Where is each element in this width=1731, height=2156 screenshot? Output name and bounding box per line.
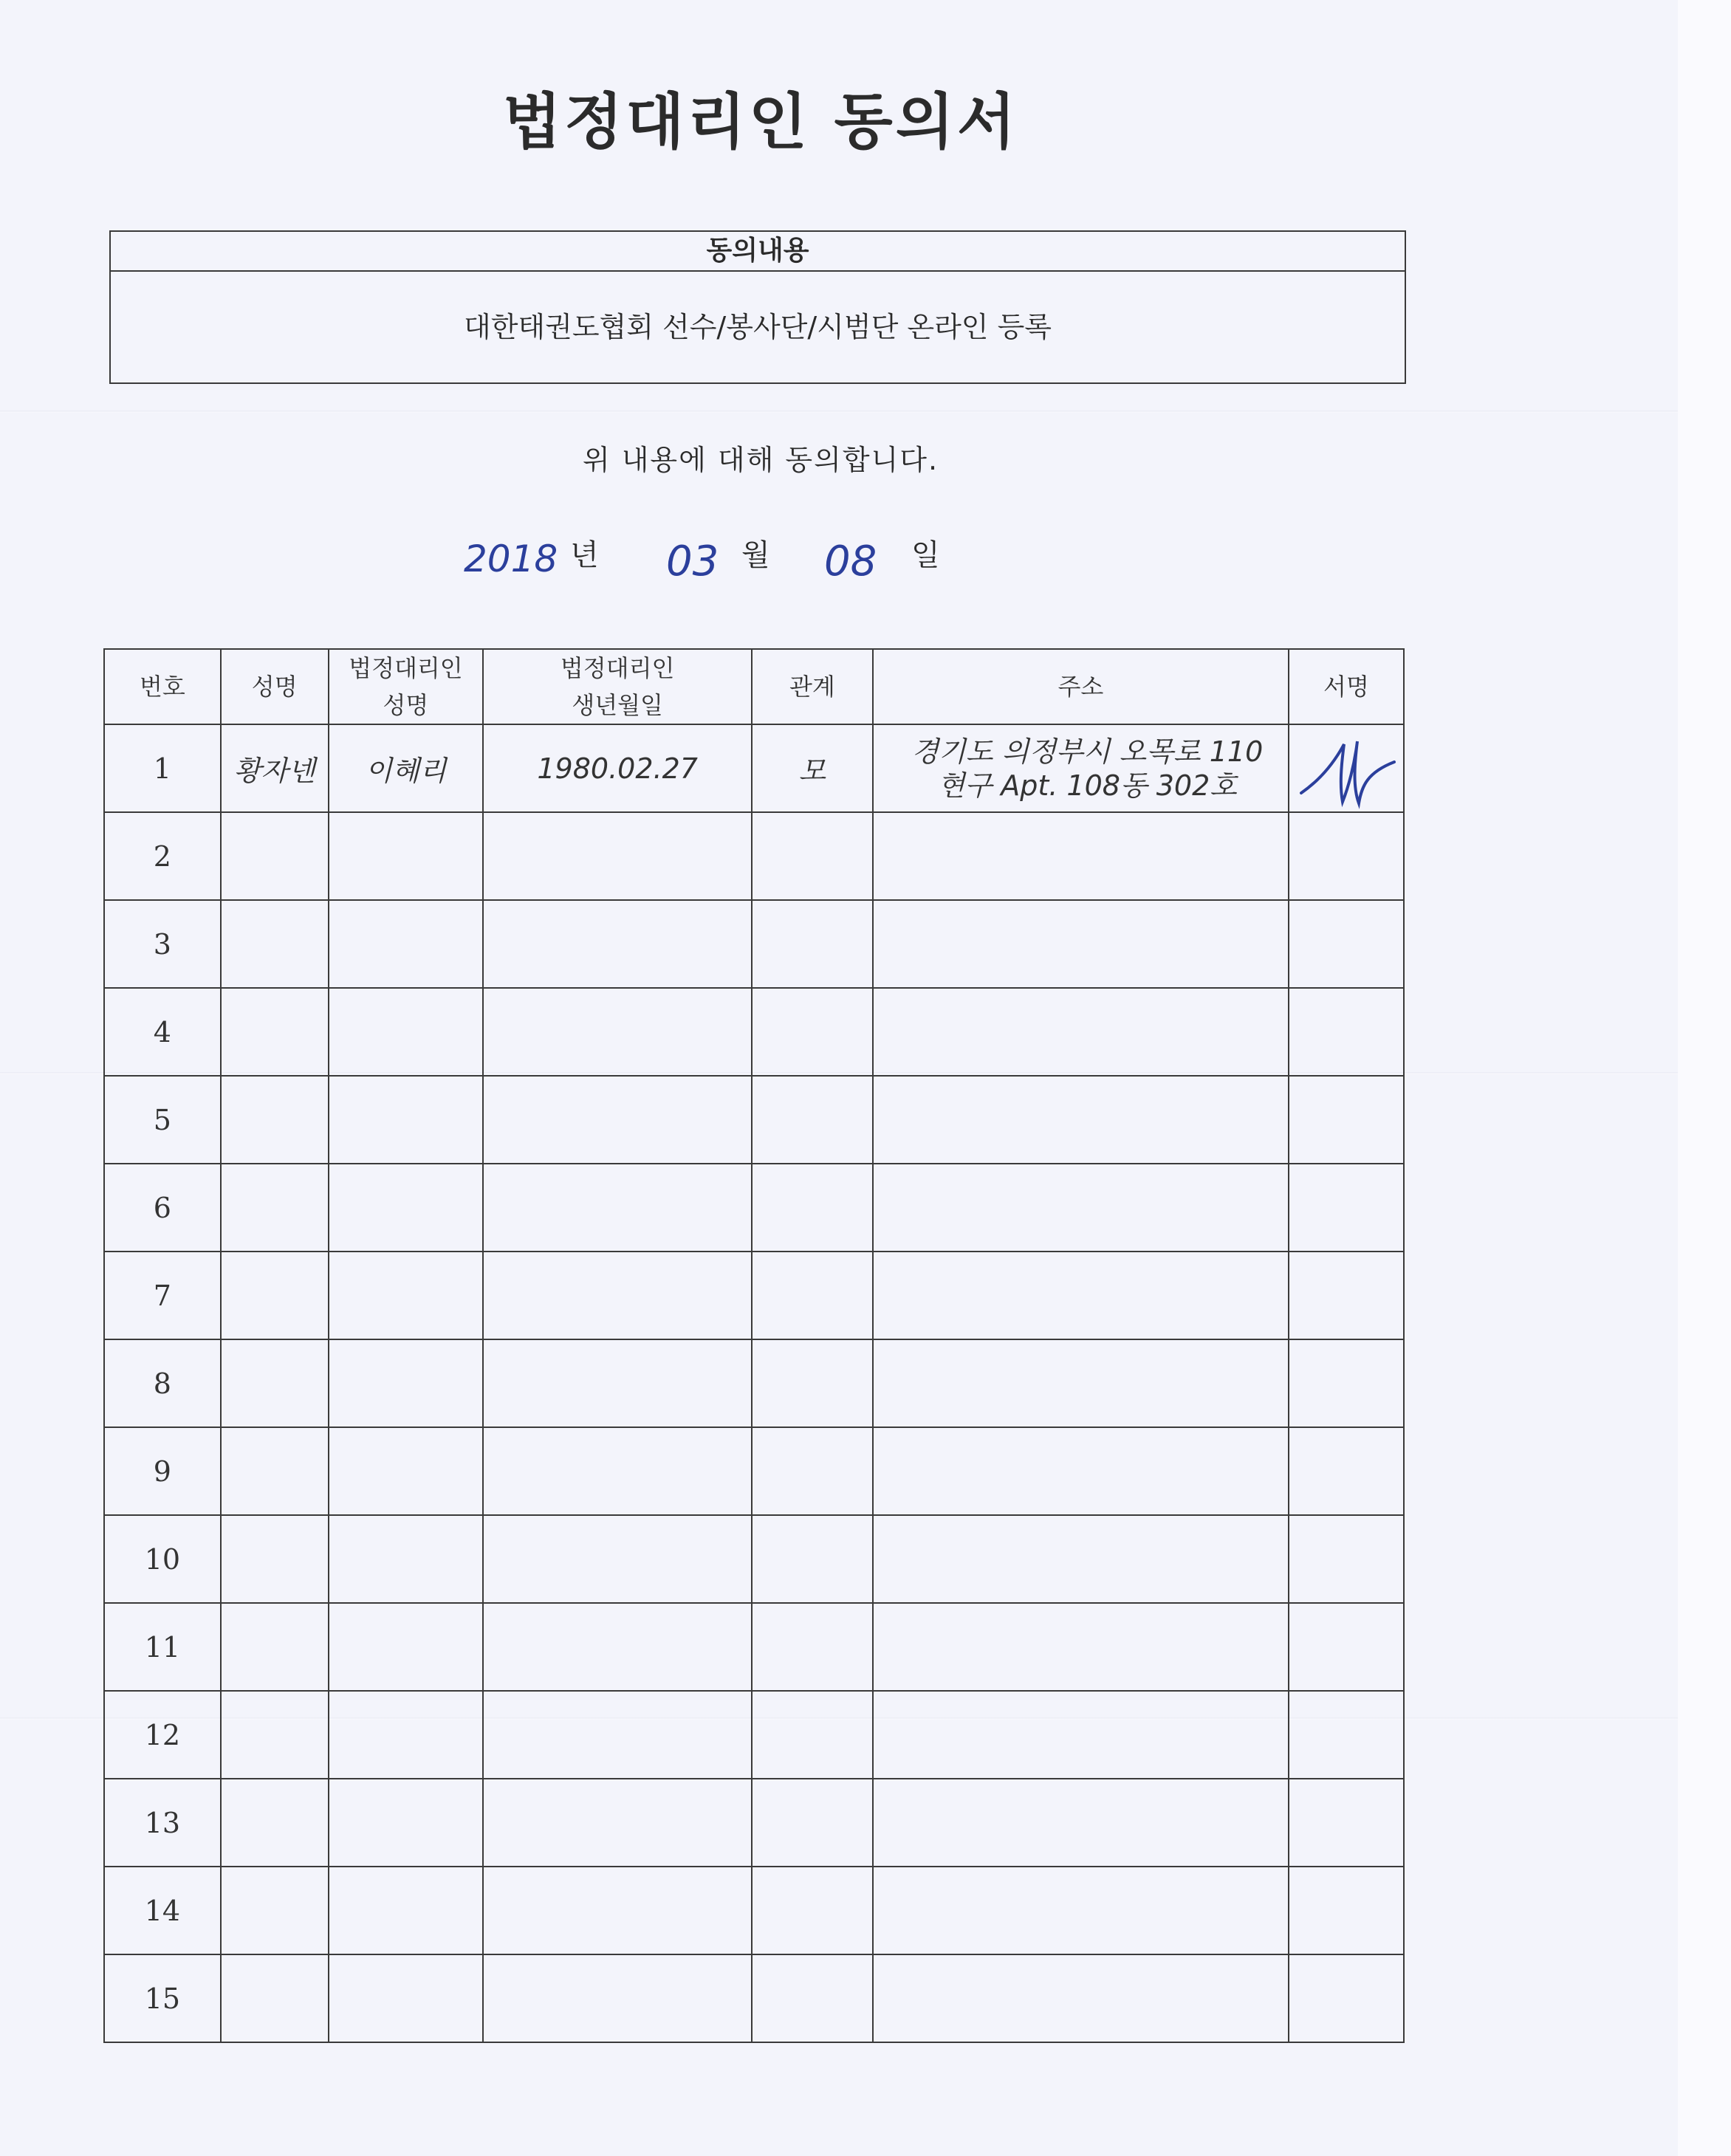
date-month-unit: 월 <box>741 538 770 572</box>
relation: 모 <box>752 724 873 812</box>
header-guardian-name-line2: 성명 <box>383 691 429 719</box>
table-row <box>104 1954 1404 2042</box>
header-address: 주소 <box>873 649 1289 724</box>
row-number: 15 <box>104 1954 221 2042</box>
row-number: 5 <box>104 1076 221 1164</box>
row-number: 12 <box>104 1691 221 1779</box>
header-name: 성명 <box>221 649 329 724</box>
address-line2: 현구 Apt. 108동 302호 <box>937 769 1237 802</box>
header-no: 번호 <box>104 649 221 724</box>
row-number: 2 <box>104 812 221 900</box>
date-year-unit: 년 <box>570 538 599 572</box>
row-number: 10 <box>104 1515 221 1603</box>
table-row <box>104 900 1404 988</box>
table-header-row <box>104 649 1404 724</box>
header-guardian-name-line1: 법정대리인 <box>349 654 463 682</box>
document-title: 법정대리인 동의서 <box>502 87 1019 157</box>
consent-header: 동의내용 <box>111 232 1405 272</box>
date-day: 08 <box>824 538 877 586</box>
row-number: 7 <box>104 1252 221 1339</box>
guardian-name: 이혜리 <box>329 724 484 812</box>
date-year: 2018 <box>464 538 558 580</box>
date-row <box>0 532 1521 591</box>
header-guardian-name <box>329 649 484 724</box>
row-number: 6 <box>104 1164 221 1252</box>
consent-text: 대한태권도협회 선수/봉사단/시범단 온라인 등록 <box>463 311 1052 343</box>
table-row <box>104 1339 1404 1427</box>
row-number: 8 <box>104 1339 221 1427</box>
table-row <box>104 1252 1404 1339</box>
table-row <box>104 1515 1404 1603</box>
table-row <box>104 1779 1404 1867</box>
header-signature: 서명 <box>1289 649 1404 724</box>
applicant-name: 황자넨 <box>221 724 329 812</box>
date-day-unit: 일 <box>911 538 940 572</box>
table-row <box>104 724 1404 812</box>
table-row <box>104 1427 1404 1515</box>
address-line1: 경기도 의정부시 오목로 110 <box>911 735 1264 768</box>
row-number: 9 <box>104 1427 221 1515</box>
header-relation: 관계 <box>752 649 873 724</box>
row-number: 3 <box>104 900 221 988</box>
consent-box <box>109 230 1406 384</box>
header-guardian-birth <box>483 649 752 724</box>
table-row <box>104 812 1404 900</box>
paper-fold <box>0 411 1678 413</box>
table-row <box>104 1603 1404 1691</box>
guardian-table <box>103 648 1405 2043</box>
row-number: 1 <box>104 724 221 812</box>
address <box>873 724 1289 812</box>
table-row <box>104 1867 1404 1954</box>
header-guardian-birth-line1: 법정대리인 <box>560 654 675 682</box>
table-row <box>104 1164 1404 1252</box>
scan-margin <box>1678 0 1731 2156</box>
header-guardian-birth-line2: 생년월일 <box>572 691 663 719</box>
table-row <box>104 1691 1404 1779</box>
agree-statement: 위 내용에 대해 동의합니다. <box>582 444 939 476</box>
row-number: 14 <box>104 1867 221 1954</box>
row-number: 4 <box>104 988 221 1076</box>
handwritten-signature <box>1291 728 1402 809</box>
date-month: 03 <box>666 538 719 586</box>
table-row <box>104 988 1404 1076</box>
row-number: 11 <box>104 1603 221 1691</box>
guardian-birthdate: 1980.02.27 <box>483 724 752 812</box>
table-row <box>104 1076 1404 1164</box>
row-number: 13 <box>104 1779 221 1867</box>
signature-cell <box>1289 724 1404 812</box>
